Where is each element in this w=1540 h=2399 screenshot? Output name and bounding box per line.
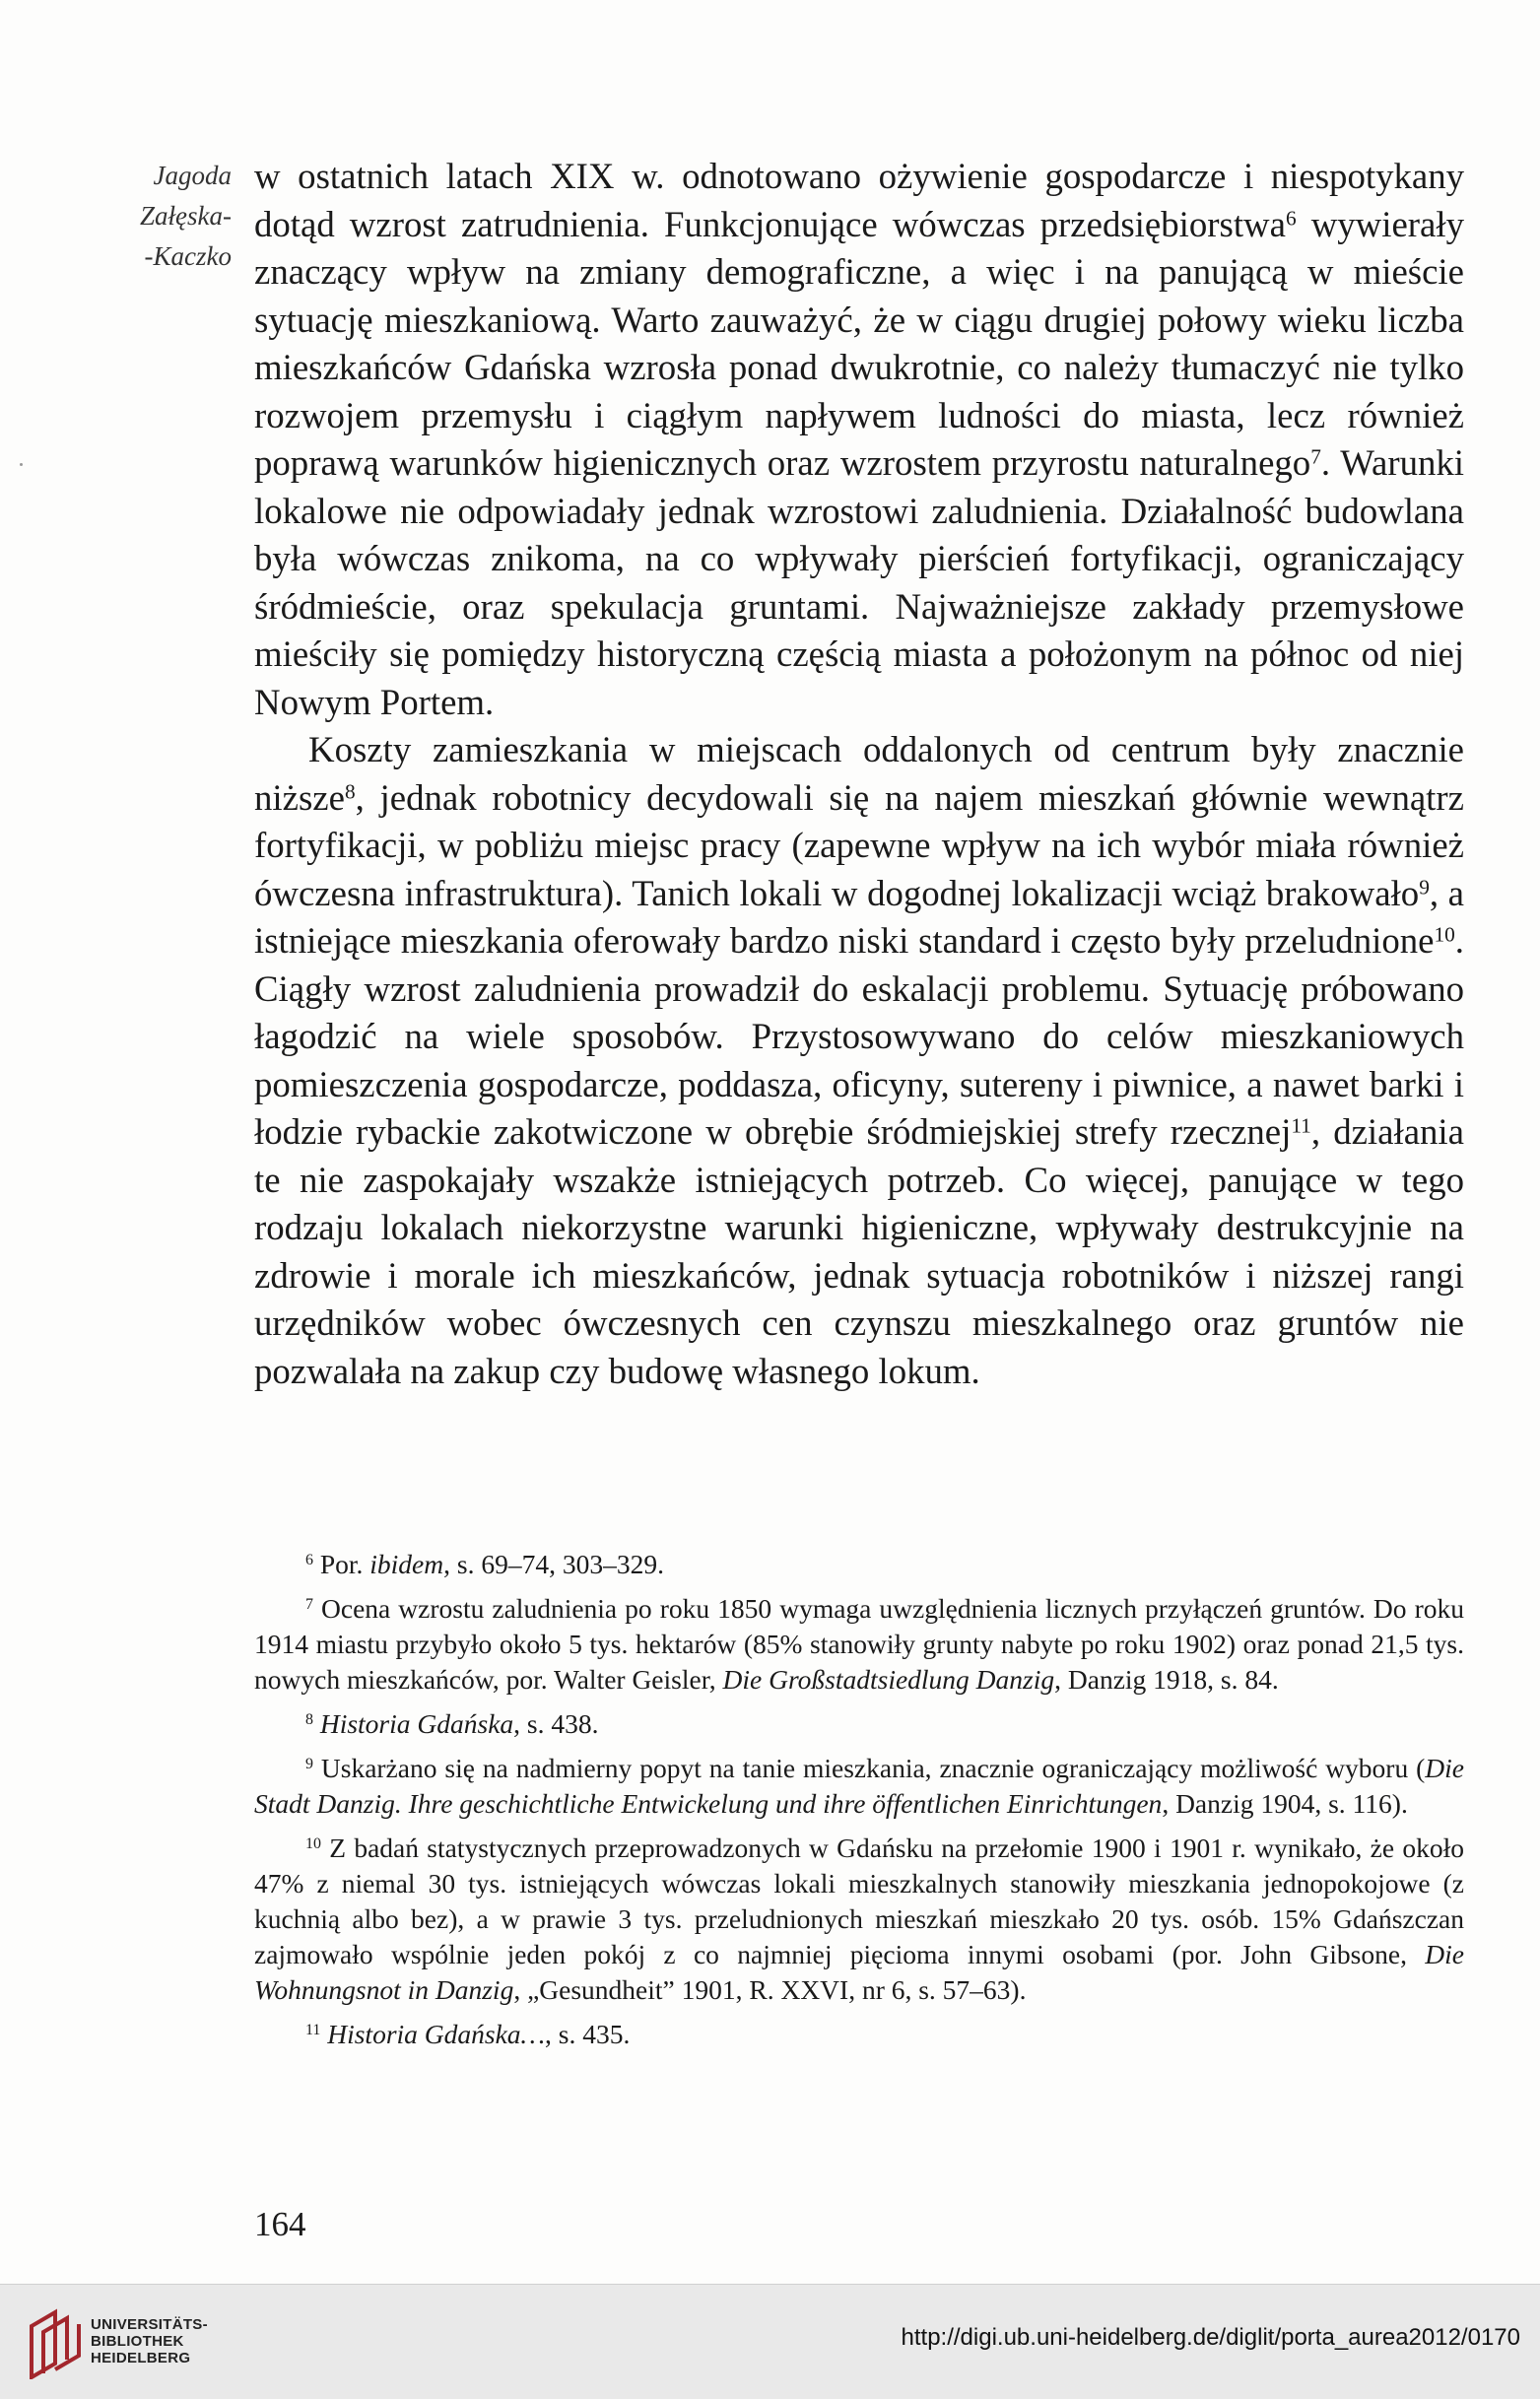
author-line: Jagoda	[153, 161, 232, 190]
italic-title: Historia Gdańska…	[327, 2019, 546, 2049]
italic-title: Die Stadt Danzig. Ihre geschichtliche Entwickelung und ihre öffentlichen Einrichtungen	[254, 1753, 1464, 1819]
main-text	[254, 153, 1464, 1395]
footnote: $^{11}$ Historia Gdańska…, s. 435.	[305, 2019, 631, 2049]
footnote-marker: 11	[305, 2022, 321, 2039]
footnote: $^8$ Historia Gdańska, s. 438.	[305, 1708, 599, 1739]
library-name-line: UNIVERSITÄTS-	[91, 2316, 208, 2333]
author-line: Załęska-	[140, 201, 232, 231]
footnote-marker: 10	[1434, 922, 1455, 947]
footnotes	[254, 1547, 1464, 2061]
footnote: $^9$ Uskarżano się na nadmierny popyt na tanie mieszkania, znacznie ograniczający możliwość wyboru (Die Stadt Danzig. Ihre geschichtliche Entwickelung und ihre öffentlichen Einrichtungen, Danzig 1904, s. 116).	[254, 1753, 1464, 1819]
footnote-marker: 6	[1285, 205, 1297, 230]
author-line: -Kaczko	[144, 241, 232, 271]
library-name-line: HEIDELBERG	[91, 2350, 191, 2366]
source-url-link[interactable]: http://digi.ub.uni-heidelberg.de/diglit/porta_aurea2012/0170	[901, 2324, 1520, 2351]
footnote-marker: 8	[305, 1711, 313, 1729]
footnote: $^{10}$ Z badań statystycznych przeprowadzonych w Gdańsku na przełomie 1900 i 1901 r. wynikało, że około 47% z niemal 30 tys. istniejących wówczas lokali mieszkalnych stanowiły mieszkania jednopokojowe (z kuchnią albo bez), a w prawie 3 tys. przeludnionych mieszkań mieszkało 20 tys. osób. 15% Gdańszczan zajmowało wspólnie jeden pokój z co najmniej pięcioma innymi osobami (por. John Gibsone, Die Wohnungsnot in Danzig, „Gesundheit” 1901, R. XXVI, nr 6, s. 57–63).	[254, 1833, 1464, 2005]
library-name-line: BIBLIOTHEK	[91, 2333, 184, 2350]
footnote-marker: 10	[305, 1835, 321, 1853]
page-number: 164	[254, 2205, 306, 2243]
digitization-footer	[0, 2284, 1540, 2399]
scan-speck	[20, 463, 23, 466]
footnote-marker: 6	[305, 1552, 313, 1569]
running-author-name	[69, 156, 232, 277]
footnote-marker: 9	[1419, 874, 1430, 899]
italic-title: Die Wohnungsnot in Danzig	[254, 1939, 1464, 2005]
footnote-marker: 7	[1310, 444, 1321, 469]
footnote: $^6$ Por. ibidem, s. 69–74, 303–329.	[305, 1549, 664, 1579]
footnote-marker: 7	[305, 1596, 313, 1614]
footnote-marker: 11	[1291, 1113, 1311, 1138]
footnote: $^7$ Ocena wzrostu zaludnienia po roku 1850 wymaga uwzględnienia licznych przyłączeń gruntów. Do roku 1914 miastu przybyło około 5 tys. hektarów (85% stanowiły grunty nabyte po roku 1902) oraz ponad 21,5 tys. nowych mieszkańców, por. Walter Geisler, Die Großstadtsiedlung Danzig, Danzig 1918, s. 84.	[254, 1593, 1464, 1695]
footnote-marker: 8	[344, 778, 356, 803]
paragraph: w ostatnich latach XIX w. odnotowano ożywienie gospodarcze i niespotykany dotąd wzrost zatrudnienia. Funkcjonujące wówczas przedsiębiorstwa$^6$ wywierały znaczący wpływ na zmiany demograficzne, a więc i na panującą w mieście sytuację mieszkaniową. Warto zauważyć, że w ciągu drugiej połowy wieku liczba mieszkańców Gdańska wzrosła ponad dwukrotnie, co należy tłumaczyć nie tylko rozwojem przemysłu i ciągłym napływem ludności do miasta, lecz również poprawą warunków higienicznych oraz wzrostem przyrostu naturalnego$^7$. Warunki lokalowe nie odpowiadały jednak wzrostowi zaludnienia. Działalność budowlana była wówczas znikoma, na co wpływały pierścień fortyfikacji, ograniczający śródmieście, oraz spekulacja gruntami. Najważniejsze zakłady przemysłowe mieściły się pomiędzy historyczną częścią miasta a położonym na północ od niej Nowym Portem.	[254, 156, 1465, 722]
paragraph: Koszty zamieszkania w miejscach oddalonych od centrum były znacznie niższe$^8$, jednak robotnicy decydowali się na najem mieszkań głównie wewnątrz fortyfikacji, w pobliżu miejsc pracy (zapewne wpływ na ich wybór miała również ówczesna infrastruktura). Tanich lokali w dogodnej lokalizacji wciąż brakowało$^9$, a istniejące mieszkania oferowały bardzo niski standard i często były przeludnione$^{10}$. Ciągły wzrost zaludnienia prowadził do eskalacji problemu. Sytuację próbowano łagodzić na wiele sposobów. Przystosowywano do celów mieszkaniowych pomieszczenia gospodarcze, poddasza, oficyny, sutereny i piwnice, a nawet barki i łodzie rybackie zakotwiczone w obrębie śródmiejskiej strefy rzecznej$^{11}$, działania te nie zaspokajały wszakże istniejących potrzeb. Co więcej, panujące w tego rodzaju lokalach niekorzystne warunki higieniczne, wpływały destrukcyjnie na zdrowie i morale ich mieszkańców, jednak sytuacja robotników i niższej rangi urzędników wobec ówczesnych cen czynszu mieszkalnego oraz gruntów nie pozwalała na zakup czy budowę własnego lokum.	[254, 729, 1464, 1391]
italic-title: Die Großstadtsiedlung Danzig	[722, 1664, 1055, 1695]
italic-title: Historia Gdańska	[319, 1708, 514, 1739]
ub-heidelberg-logo-icon	[26, 2308, 83, 2379]
italic-title: ibidem	[369, 1549, 444, 1579]
footnote-marker: 9	[305, 1756, 313, 1773]
library-name	[91, 2316, 208, 2366]
